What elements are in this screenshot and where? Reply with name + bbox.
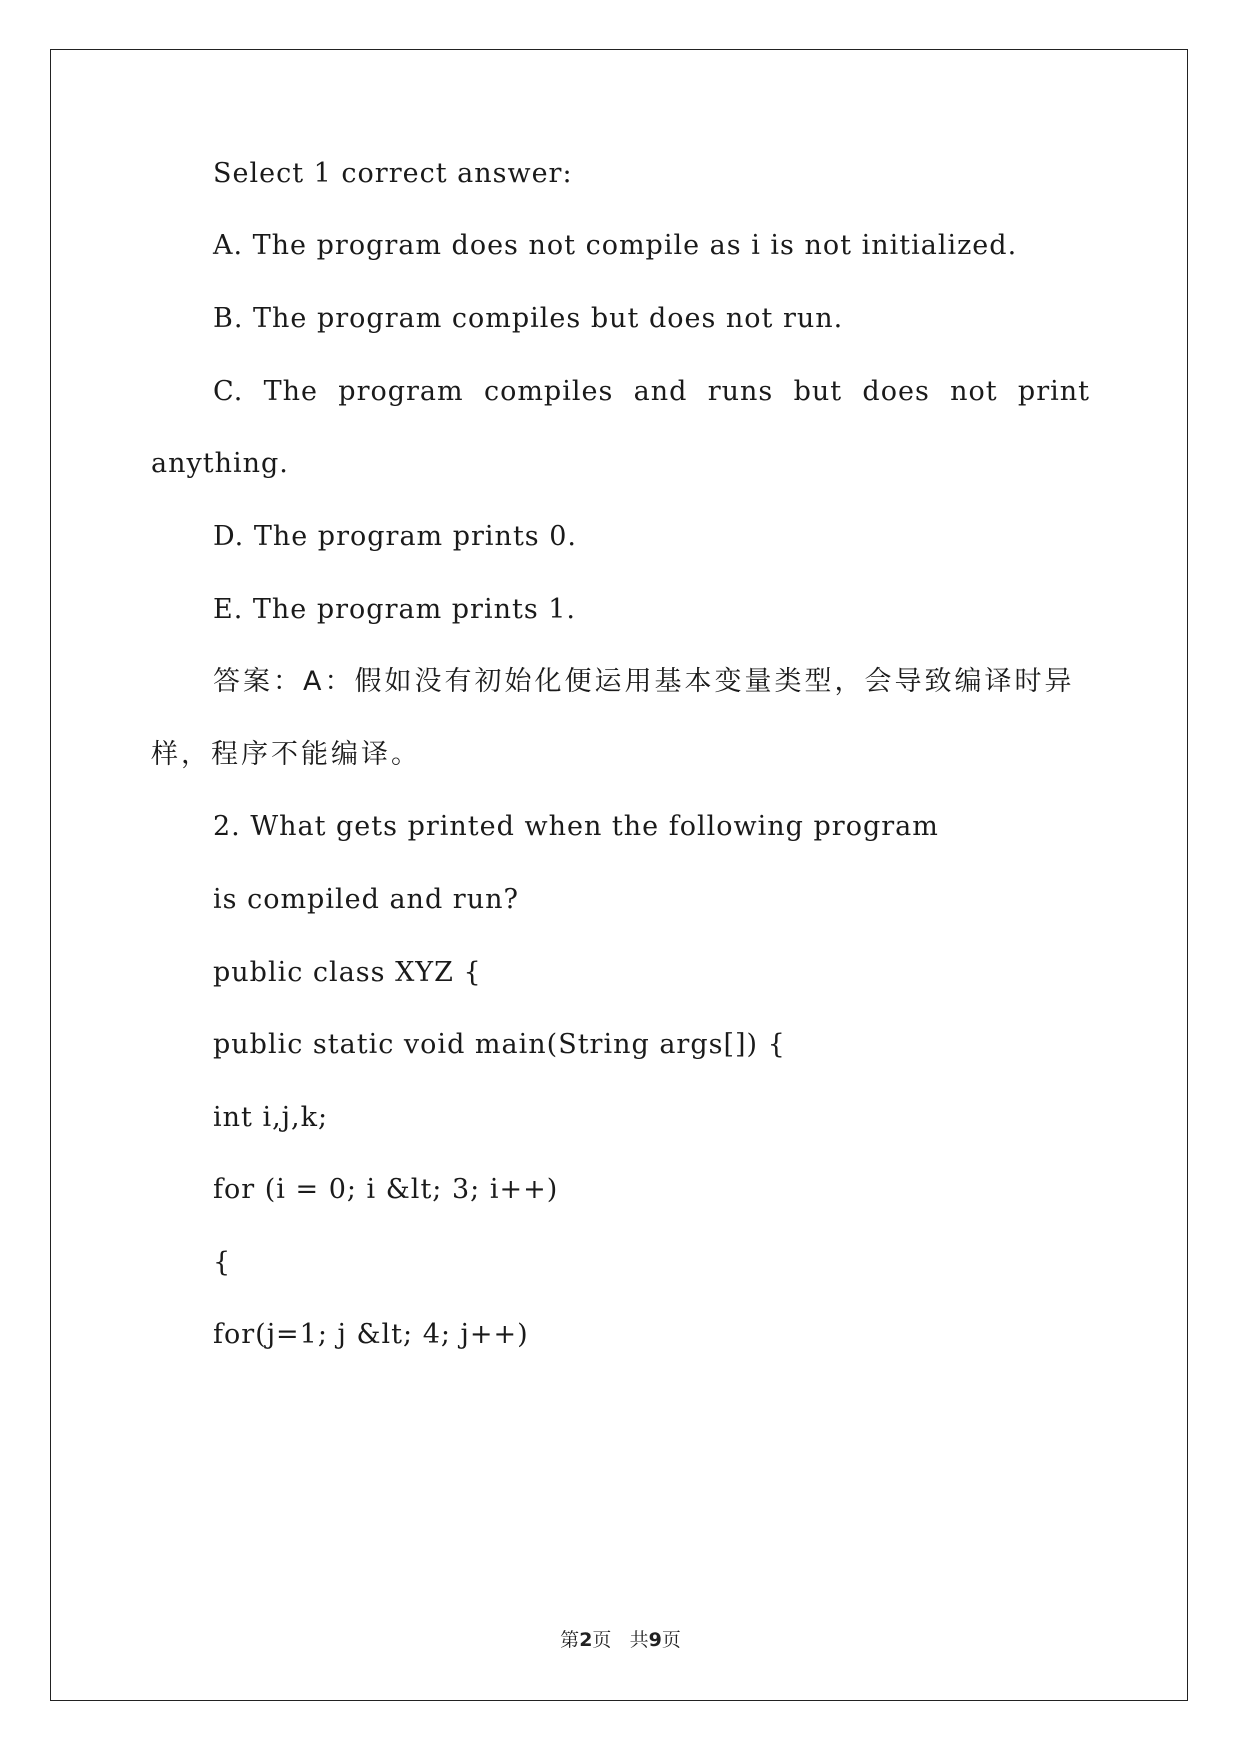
total-pages: 9 bbox=[648, 1629, 662, 1651]
option-d: D. The program prints 0. bbox=[213, 521, 577, 552]
answer-line: 答案：A：假如没有初始化便运用基本变量类型，会导致编译时异 bbox=[213, 666, 1075, 697]
code-line: { bbox=[213, 1247, 232, 1278]
page-footer bbox=[0, 1625, 1241, 1652]
page-border bbox=[50, 49, 1188, 1701]
footer-total-suffix: 页 bbox=[661, 1629, 681, 1651]
page-number: 2 bbox=[579, 1629, 593, 1651]
option-b: B. The program compiles but does not run. bbox=[213, 303, 844, 334]
option-c: C. The program compiles and runs but does not print bbox=[213, 376, 1090, 407]
footer-page-suffix: 页 bbox=[592, 1629, 612, 1651]
instruction-line: Select 1 correct answer: bbox=[213, 158, 573, 189]
question-2: 2. What gets printed when the following program bbox=[213, 811, 939, 842]
footer-total-prefix: 共 bbox=[629, 1629, 649, 1651]
code-line: for(j=1; j &lt; 4; j++) bbox=[213, 1319, 529, 1350]
answer-line-continued: 样，程序不能编译。 bbox=[151, 739, 421, 770]
question-2-continued: is compiled and run? bbox=[213, 884, 519, 915]
code-line: for (i = 0; i &lt; 3; i++) bbox=[213, 1174, 559, 1205]
code-line: public static void main(String args[]) { bbox=[213, 1029, 786, 1060]
option-c-continued: anything. bbox=[151, 448, 289, 479]
option-a: A. The program does not compile as i is not initialized. bbox=[213, 230, 1018, 261]
code-line: public class XYZ { bbox=[213, 957, 482, 988]
code-line: int i,j,k; bbox=[213, 1102, 329, 1133]
footer-prefix: 第 bbox=[560, 1629, 580, 1651]
option-e: E. The program prints 1. bbox=[213, 594, 577, 625]
